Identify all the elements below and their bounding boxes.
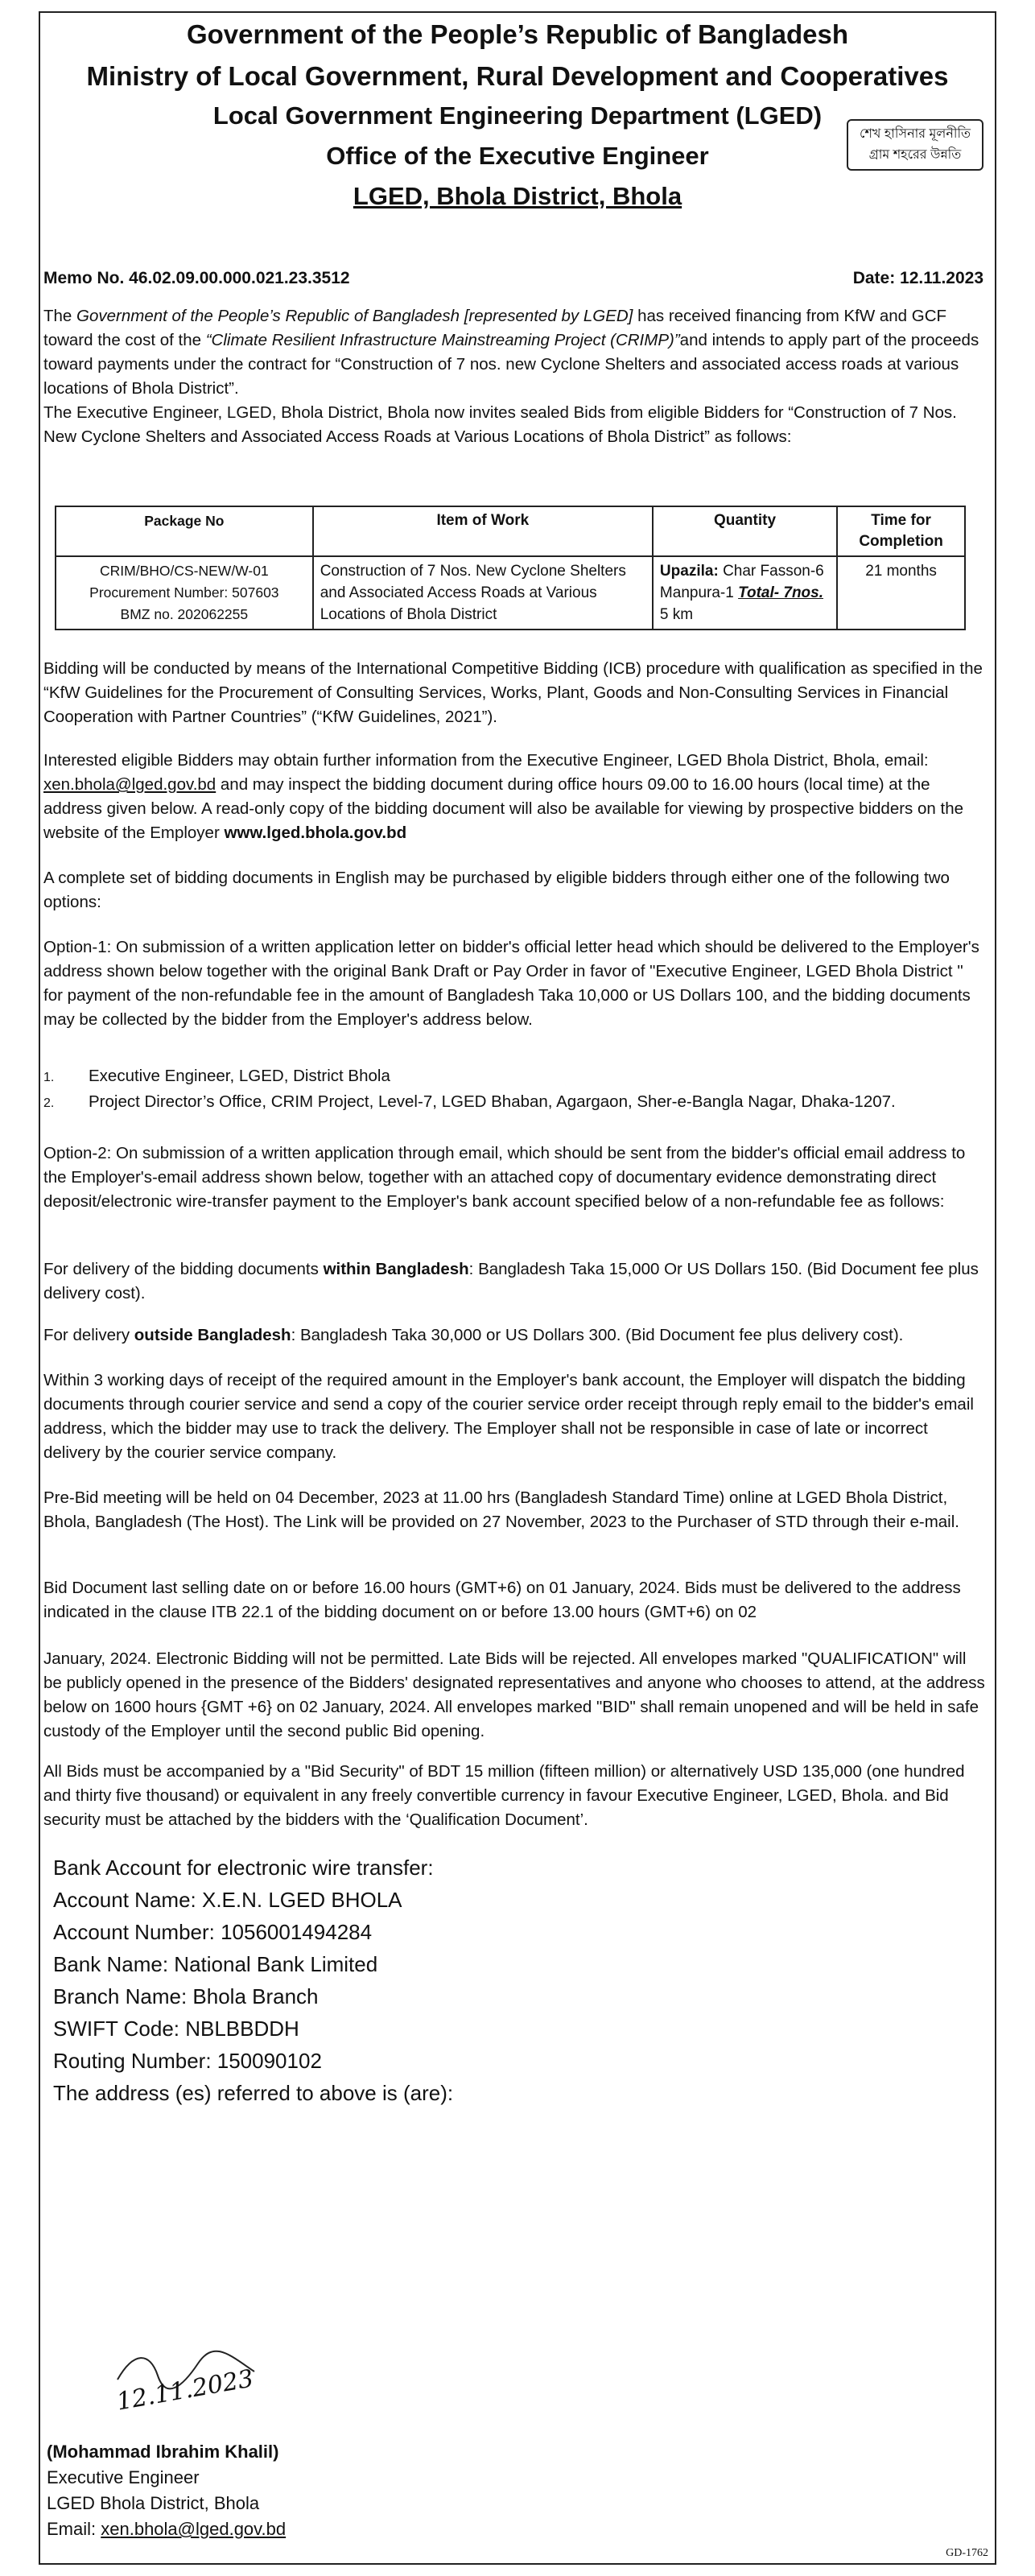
option-2-paragraph: Option-2: On submission of a written application through email, which should be sent from the bidder's official email address to the Employer's-email address shown below, together with an attached copy of documentary evidence demonstrating direct deposit/electronic wire-transfer payment to the Employer's bank account specified below of a non-refundable fee as follows: bbox=[43, 1144, 966, 1211]
col-quantity: Quantity bbox=[653, 506, 837, 556]
header-district: LGED, Bhola District, Bhola bbox=[353, 182, 682, 210]
bank-details bbox=[53, 1852, 453, 2109]
quantity-road: 5 km bbox=[659, 606, 694, 623]
info-website-link[interactable]: www.lged.bhola.gov.bd bbox=[224, 824, 407, 842]
signature-date: 12.11.2023 bbox=[114, 2364, 256, 2417]
footer-code: GD-1762 bbox=[946, 2547, 988, 2559]
email-label: Email: bbox=[47, 2519, 101, 2539]
bank-swift: SWIFT Code: NBLBBDDH bbox=[53, 2017, 299, 2041]
header-department: Local Government Engineering Department (LGED) bbox=[212, 101, 823, 130]
procurement-number: Procurement Number: 507603 bbox=[89, 584, 279, 601]
signatory-email-line bbox=[47, 2516, 286, 2542]
package-table bbox=[55, 506, 966, 630]
signatory-office: LGED Bhola District, Bhola bbox=[47, 2493, 260, 2513]
intro-text-f: The Executive Engineer, LGED, Bhola District, Bhola now invites sealed Bids from eligible Bidders for “Construction of 7 Nos. New Cyclone Shelters and Associated Access Roads at Various Locations of Bhola District” as follows: bbox=[43, 403, 957, 446]
header-ministry: Ministry of Local Government, Rural Development and Cooperatives bbox=[86, 61, 949, 91]
cell-package bbox=[56, 556, 313, 630]
table-header-row bbox=[56, 506, 965, 556]
info-paragraph bbox=[43, 749, 987, 845]
within-bangladesh-paragraph bbox=[43, 1257, 987, 1306]
complete-set-paragraph: A complete set of bidding documents in English may be purchased by eligible bidders through either one of the following two options: bbox=[43, 869, 950, 911]
bid-security-paragraph: All Bids must be accompanied by a "Bid Security" of BDT 15 million (fifteen million) or alternatively USD 135,000 (one hundred and thirty five thousand) or equivalent in any freely convertible currency in favour Executive Engineer, LGED, Bhola. and Bid security must be attached by the bidders with the ‘Qualification Document’. bbox=[43, 1762, 965, 1829]
memo-date: Date: 12.11.2023 bbox=[852, 269, 983, 287]
bank-branch: Branch Name: Bhola Branch bbox=[53, 1984, 319, 2008]
bmz-number: BMZ no. 202062255 bbox=[120, 606, 249, 622]
signatory-email-link[interactable]: xen.bhola@lged.gov.bd bbox=[101, 2519, 287, 2539]
info-text-a: Interested eligible Bidders may obtain further information from the Executive Engineer, LGED Bhola District, Bhola, email: bbox=[43, 751, 929, 770]
col-package: Package No bbox=[56, 506, 313, 556]
list-item bbox=[43, 1090, 896, 1116]
option-1-paragraph: Option-1: On submission of a written application letter on bidder's official letter head which should be delivered to the Employer's address shown below together with the original Bank Draft or Pay Order in favor of "Executive Engineer, LGED Bhola District " for payment of the non-refundable fee in the amount of Bangladesh Taka 10,000 or US Dollars 100, and the bidding documents may be collected by the bidder from the Employer's address below. bbox=[43, 938, 979, 1029]
col-item: Item of Work bbox=[313, 506, 653, 556]
info-email-link[interactable]: xen.bhola@lged.gov.bd bbox=[43, 775, 216, 794]
quantity-manpura: Manpura-1 bbox=[659, 584, 734, 601]
package-no: CRIM/BHO/CS-NEW/W-01 bbox=[100, 563, 269, 579]
bank-name: Bank Name: National Bank Limited bbox=[53, 1952, 378, 1976]
bid-opening-paragraph: January, 2024. Electronic Bidding will not be permitted. Late Bids will be rejected. All envelopes marked "QUALIFICATION" will be publicly opened in the presence of the Bidders' designated representatives and anyone who chooses to attend, at the address below on 1600 hours {GMT +6} on 02 January, 2024. All envelopes marked "BID" shall remain unopened and will be held in safe custody of the Employer until the second public Bid opening. bbox=[43, 1649, 985, 1740]
address-note: The address (es) referred to above is (are): bbox=[53, 2081, 454, 2105]
bank-account-name: Account Name: X.E.N. LGED BHOLA bbox=[53, 1888, 402, 1912]
slogan-stamp bbox=[847, 119, 983, 171]
header-government: Government of the People’s Republic of Bangladesh bbox=[186, 19, 849, 49]
signatory-name: (Mohammad Ibrahim Khalil) bbox=[47, 2442, 279, 2462]
list-number: 2. bbox=[43, 1096, 55, 1110]
bank-routing: Routing Number: 150090102 bbox=[53, 2049, 322, 2073]
intro-text-e: and intends to apply part of the proceeds toward payments under the contract for “Construction of 7 nos. new Cyclone Shelters and associated access roads at various locations of Bhola District”. bbox=[43, 331, 979, 398]
address-text: Executive Engineer, LGED, District Bhola bbox=[89, 1067, 390, 1085]
signatory-title: Executive Engineer bbox=[47, 2467, 200, 2487]
outside-text-b: outside Bangladesh bbox=[134, 1326, 291, 1344]
selling-date-paragraph: Bid Document last selling date on or before 16.00 hours (GMT+6) on 01 January, 2024. Bids must be delivered to the address indicated in the clause ITB 22.1 of the bidding document on or before 13.00 hours (GMT+6) on 02 bbox=[43, 1579, 961, 1621]
within-text-a: For delivery of the bidding documents bbox=[43, 1260, 324, 1278]
intro-text-d: “Climate Resilient Infrastructure Mainstreaming Project (CRIMP)” bbox=[205, 331, 680, 349]
quantity-line-2 bbox=[660, 582, 830, 604]
icb-paragraph: Bidding will be conducted by means of the International Competitive Bidding (ICB) procedure with qualification as specified in the “KfW Guidelines for the Procurement of Consulting Services, Works, Plant, Goods and Non-Consulting Services in Financial Cooperation with Partner Countries” (“KfW Guidelines, 2021”). bbox=[43, 659, 983, 726]
within-text-c: : Bangladesh Taka 15,000 Or US Dollars 150. (Bid Document fee plus delivery cost). bbox=[43, 1260, 979, 1302]
quantity-line-1 bbox=[660, 560, 830, 582]
within-text-b: within Bangladesh bbox=[323, 1260, 469, 1278]
outside-text-c: : Bangladesh Taka 30,000 or US Dollars 300. (Bid Document fee plus delivery cost). bbox=[291, 1326, 904, 1344]
address-text: Project Director’s Office, CRIM Project, Level-7, LGED Bhaban, Agargaon, Sher-e-Bangla Nagar, Dhaka-1207. bbox=[89, 1092, 896, 1111]
cell-quantity bbox=[653, 556, 837, 630]
outside-text-a: For delivery bbox=[43, 1326, 134, 1344]
intro-text-c: has received financing from KfW and GCF toward the cost of the bbox=[43, 307, 947, 349]
prebid-paragraph: Pre-Bid meeting will be held on 04 December, 2023 at 11.00 hrs (Bangladesh Standard Time) online at LGED Bhola District, Bhola, Bangladesh (The Host). The Link will be provided on 27 November, 2023 to the Purchaser of STD through their e-mail. bbox=[43, 1488, 959, 1531]
upazila-label: Upazila: bbox=[659, 563, 719, 580]
stamp-line-2: গ্রাম শহরের উন্নতি bbox=[868, 148, 962, 162]
list-number: 1. bbox=[43, 1071, 55, 1084]
cell-time: 21 months bbox=[837, 556, 965, 630]
bank-account-number: Account Number: 1056001494284 bbox=[53, 1920, 373, 1944]
table-row bbox=[56, 556, 965, 630]
stamp-line-1: শেখ হাসিনার মূলনীতি bbox=[859, 127, 971, 141]
intro-text-a: The bbox=[43, 307, 77, 325]
col-time: Time for Completion bbox=[837, 506, 965, 556]
list-item bbox=[43, 1064, 896, 1090]
address-list bbox=[43, 1064, 896, 1116]
intro-text-b: Government of the People’s Republic of Bangladesh [represented by LGED] bbox=[76, 307, 633, 325]
bank-title: Bank Account for electronic wire transfer: bbox=[53, 1856, 434, 1880]
cell-item: Construction of 7 Nos. New Cyclone Shelters and Associated Access Roads at Various Locations of Bhola District bbox=[313, 556, 653, 630]
info-text-b: and may inspect the bidding document during office hours 09.00 to 16.00 hours (local time) at the address given below. A read-only copy of the bidding document will also be available for viewing by prospective bidders on the website of the Employer bbox=[43, 775, 963, 842]
memo-number: Memo No. 46.02.09.00.000.021.23.3512 bbox=[43, 269, 350, 287]
header-office: Office of the Executive Engineer bbox=[326, 142, 709, 170]
intro-paragraph bbox=[43, 304, 987, 449]
quantity-total: Total- 7nos. bbox=[738, 584, 824, 601]
courier-paragraph: Within 3 working days of receipt of the required amount in the Employer's bank account, the Employer will dispatch the bidding documents through courier service and send a copy of the courier service order receipt through reply email to the bidder's email address, which the bidder may use to track the delivery. The Employer shall not be responsible in case of late or incorrect delivery by the courier service company. bbox=[43, 1371, 974, 1462]
tender-notice bbox=[39, 11, 996, 2565]
quantity-char-fasson: Char Fasson-6 bbox=[723, 563, 824, 580]
outside-bangladesh-paragraph bbox=[43, 1323, 987, 1348]
signatory-block bbox=[47, 2439, 286, 2542]
